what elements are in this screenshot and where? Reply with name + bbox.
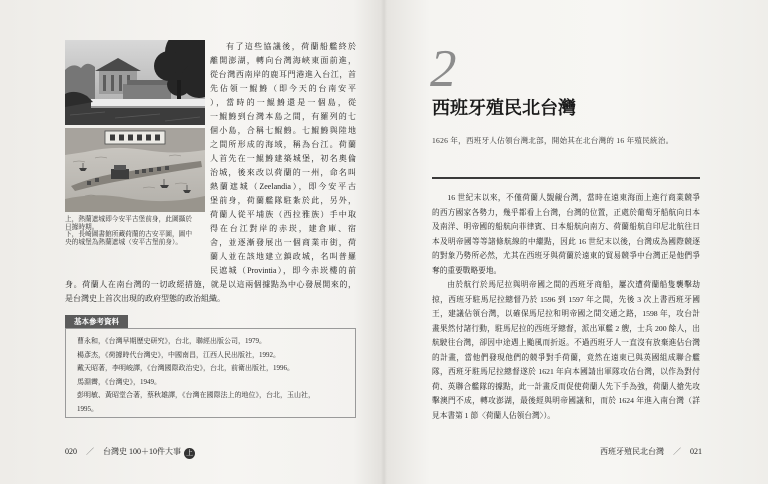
references-heading: 基本參考資料 — [65, 315, 128, 328]
body-text-line: 王，建議佔領台灣，以確保馬尼拉和明帝國之間交通之路，1598 年，攻台計 — [432, 309, 700, 318]
body-text-line: 之間所形成的海域，稱為台江。荷蘭 — [210, 140, 356, 149]
volume-badge: 上 — [186, 449, 193, 457]
body-text-line: 隊，西班牙駐馬尼拉總督遂於 1621 年向本國請出軍隊攻佔台灣，以作為對付 — [432, 367, 700, 376]
caption-line: 日據時期。 — [65, 223, 99, 231]
body-text-line: 從台灣西南岸的鹿耳門港進入台江，首 — [210, 70, 356, 79]
reference-entry: 戴天昭著，李明峻譯，《台灣國際政治史》，台北，前衛出版社，1996。 — [77, 364, 294, 373]
reference-entry: 彭明敏、黃昭堂合著，蔡秋雄譯，《台灣在國際法上的地位》，台北，玉山社， — [77, 391, 315, 400]
chapter-title: 西班牙殖民北台灣 — [432, 98, 576, 118]
body-text-line: 治城，後來改以荷蘭的一州，命名叫 — [210, 168, 356, 177]
reference-entry: 曹永和，《台灣早期歷史研究》，台北，聯經出版公司，1979。 — [77, 337, 266, 345]
running-title: 西班牙殖民北台灣 — [600, 447, 664, 456]
book-title: 台灣史 100＋10件大事 — [103, 447, 181, 456]
body-text-line: 身。荷蘭人在南台灣的一切政經措施，就是以這兩個據點為中心發展開來的， — [65, 280, 356, 289]
title-divider — [432, 177, 700, 179]
body-text-line: 奪的重要戰略要地。 — [432, 265, 502, 275]
body-text-column — [210, 40, 356, 278]
body-text-line: 畫果然付諸行動，駐馬尼拉的西班牙總督，派出軍艦 2 艘，士兵 200 餘人，出 — [432, 323, 700, 333]
body-text-line: 的西方國家各勢力，幾乎都看上台灣，台灣的位置，正處於葡萄牙船航向日本 — [432, 207, 700, 217]
body-text-line: 荷、英聯合艦隊的據點，此一計畫反而促使荷蘭人先下手為強，荷蘭人搶先攻 — [432, 381, 700, 391]
body-text-line: 本及明帝國等等諸條航線的中繼點，因此 16 世紀末以後，台灣成為國際競逐 — [432, 236, 700, 246]
body-text-line: 及南洋、明帝國的船航向菲律賓、日本船航向南方、荷蘭船航自印尼北航往日 — [432, 222, 700, 231]
body-text-line: 的對象乃勢所必然，尤其在西班牙與荷蘭於遠東的貿易競爭中台灣正是他們爭 — [432, 251, 700, 260]
reference-entry: 1995。 — [77, 404, 98, 413]
body-text-line: 離開澎湖，轉向台灣海峽東面前進， — [210, 56, 356, 65]
references-box — [65, 328, 356, 418]
reference-entry: 馬淵霽，《台灣史》，1949。 — [77, 377, 161, 386]
body-text-line: 擊澳門不成，轉攻澎湖，最後經與明帝國議和，而於 1624 年進入南台灣（詳 — [432, 396, 700, 405]
zeelandia-fort-photo — [65, 40, 205, 125]
body-text-line: 荷蘭人從平埔族（西拉雅族）手中取 — [210, 210, 356, 219]
body-paragraph — [432, 278, 700, 423]
body-text-line: 得在台江對岸的赤崁，建倉庫、宿 — [210, 224, 356, 233]
body-text-line: 的計畫，當他們發現他們的競爭對手荷蘭，竟然在遠東已與英國組成聯合艦 — [432, 352, 700, 362]
body-text-line: 舍，並逐漸發展出一個商業市街，荷 — [210, 238, 356, 247]
body-text-continuation — [65, 278, 356, 306]
body-text-line: 16 世紀末以來，不僅荷蘭人覬覦台灣，當時在遠東海面上進行商業競爭 — [447, 193, 700, 202]
body-text-line: 由於航行於馬尼拉與明帝國之間的西班牙商船，屢次遭荷蘭船隻襲擊劫 — [447, 280, 700, 289]
caption-line: 上，熱蘭遮城即今安平古堡前身，此圖攝於 — [65, 216, 193, 223]
footer-separator: ／ — [673, 447, 681, 456]
body-text-line: 民遮城（Provintia），即今赤崁樓的前 — [210, 266, 356, 275]
chapter-summary: 1626 年，西班牙人佔領台灣北部，開始其在北台灣的 16 年殖民統治。 — [432, 136, 674, 145]
body-text-line: ），當時的一鯤鯓還是一個島，從 — [210, 98, 356, 107]
body-text-line: 先佔領一鯤鯓（即今天的台南安平 — [210, 84, 356, 93]
body-text-line: 是台灣史上首次出現的政府型態的政治組織。 — [65, 294, 225, 303]
body-text-line: 人首先在一鯤鯓建築城堡，初名奧倫 — [210, 154, 356, 163]
right-page-footer — [600, 446, 702, 458]
caption-line: 央的城堡為熱蘭遮城（安平古堡前身）。 — [65, 239, 183, 247]
body-text-line: 見本書第 1 節〈荷蘭人佔領台灣〉）。 — [432, 410, 555, 420]
body-text-line: 個小島，合稱七鯤鯓。七鯤鯓與陸地 — [210, 126, 356, 135]
figure-caption — [65, 216, 205, 247]
body-text-line: 一鯤鯓到台灣本島之間，有羅列的七 — [210, 112, 356, 121]
body-text-line: 航駛往台灣，卻因中途遇上颱風而折返。不過西班牙人一直沒有放棄進佔台灣 — [432, 338, 700, 347]
page-number: 021 — [690, 447, 702, 456]
anping-map-painting — [65, 128, 205, 212]
page-number: 020 — [65, 447, 77, 456]
caption-line: 下，長崎圖書館所藏荷蘭的古安平圖，圖中 — [65, 231, 193, 239]
left-page-footer — [65, 446, 195, 459]
body-text-line: 蘭人並在該地建立鎮政城，名叫普羅 — [210, 252, 356, 261]
body-text-line: 掠，西班牙駐馬尼拉總督乃於 1596 到 1597 年之間，先後 3 次上書西班牙國 — [432, 294, 700, 304]
body-text-line: 堡前身，荷蘭艦隊駐紮於此，另外， — [210, 196, 356, 205]
body-text-line: 有了這些協議後，荷蘭船艦終於 — [226, 42, 356, 51]
body-paragraph — [432, 191, 700, 278]
footer-separator: ／ — [86, 447, 94, 456]
body-text-line: 熱蘭遮城（Zeelandia），即今安平古 — [210, 182, 356, 191]
reference-entry: 楊彥杰，《荷據時代台灣史》，中國南昌，江西人民出版社，1992。 — [77, 350, 280, 359]
chapter-body — [432, 191, 700, 423]
chapter-number: 2 — [430, 40, 457, 98]
